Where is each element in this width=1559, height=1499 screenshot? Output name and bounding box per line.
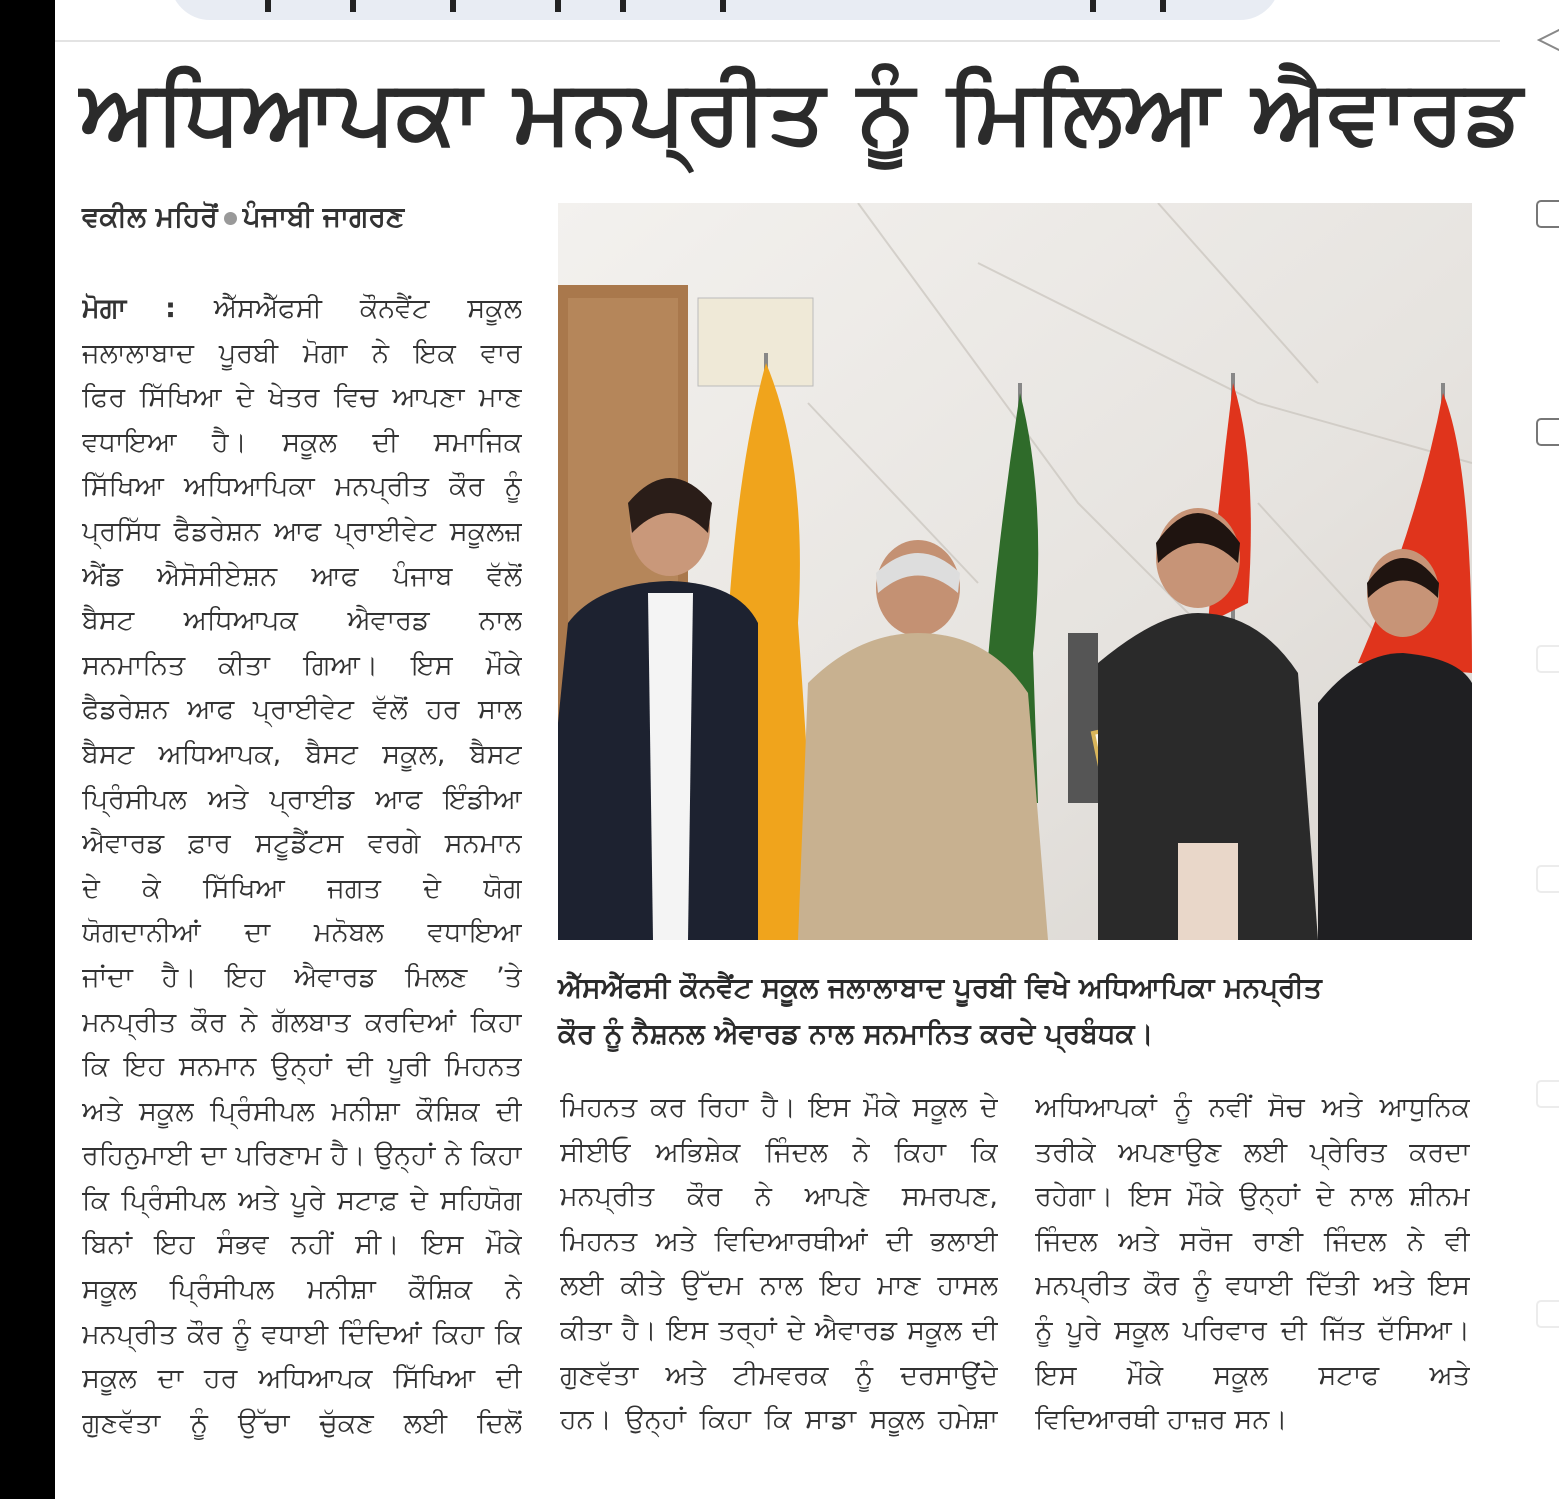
text-line: ਅਧਿਆਪਕਾਂ ਨੂੰ ਨਵੀਂ ਸੋਚ ਅਤੇ ਆਧੁਨਿਕ — [1035, 1092, 1470, 1123]
text-line: ਇਸ ਮੌਕੇ ਸਕੂਲ ਸਟਾਫ ਅਤੇ — [1035, 1359, 1470, 1391]
text-line: ਨੂੰ ਪੂਰੇ ਸਕੂਲ ਪਰਿਵਾਰ ਦੀ ਜਿੱਤ ਦੱਸਿਆ। — [1035, 1314, 1470, 1346]
text-line: ਜਾਂਦਾ ਹੈ। ਇਹ ਐਵਾਰਡ ਮਿਲਣ ’ਤੇ — [82, 961, 522, 993]
side-handle-icon — [1536, 1300, 1559, 1328]
screen-edge-bar — [0, 0, 55, 1499]
text-line: ਕਿ ਇਹ ਸਨਮਾਨ ਉਨ੍ਹਾਂ ਦੀ ਪੂਰੀ ਮਿਹਨਤ — [82, 1051, 522, 1083]
side-handle-icon[interactable] — [1536, 418, 1559, 446]
text-line: ਸੀਈਓ ਅਭਿਸ਼ੇਕ ਜਿੰਦਲ ਨੇ ਕਿਹਾ ਕਿ — [560, 1136, 998, 1168]
divider — [55, 40, 1500, 42]
text-line: ਐਂਡ ਐਸੋਸੀਏਸ਼ਨ ਆਫ ਪੰਜਾਬ ਵੱਲੋਂ — [82, 560, 522, 592]
chevron-left-icon[interactable] — [1535, 22, 1559, 58]
text-line: ਵਿਦਿਆਰਥੀ ਹਾਜ਼ਰ ਸਨ। — [1035, 1404, 1288, 1436]
side-handle-icon — [1536, 865, 1559, 893]
text-line: ਸਿੱਖਿਆ ਅਧਿਆਪਿਕਾ ਮਨਪ੍ਰੀਤ ਕੌਰ ਨੂੰ — [82, 471, 522, 503]
text-line: ਰਹੇਗਾ। ਇਸ ਮੌਕੇ ਉਨ੍ਹਾਂ ਦੇ ਨਾਲ ਸ਼ੀਨਮ — [1035, 1181, 1470, 1213]
text-line: ਕਿ ਪ੍ਰਿੰਸੀਪਲ ਅਤੇ ਪੂਰੇ ਸਟਾਫ਼ ਦੇ ਸਹਿਯੋਗ — [82, 1184, 522, 1216]
text-line: ਐੱਸਐੱਫਸੀ ਕੌਨਵੈਂਟ ਸਕੂਲ ਜਲਾਲਾਬਾਦ ਪੂਰਬੀ ਵਿਖੇ ਅਧਿਆਪਿਕਾ ਮਨਪ੍ਰੀਤ — [558, 971, 1322, 1004]
toolbar-cropped-text — [265, 0, 1165, 12]
text-line: ਲਈ ਕੀਤੇ ਉੱਦਮ ਨਾਲ ਇਹ ਮਾਣ ਹਾਸਲ — [560, 1270, 998, 1302]
text-line: ਬਿਨਾਂ ਇਹ ਸੰਭਵ ਨਹੀਂ ਸੀ। ਇਸ ਮੌਕੇ — [82, 1229, 522, 1261]
text-line: ਅਤੇ ਸਕੂਲ ਪ੍ਰਿੰਸੀਪਲ ਮਨੀਸ਼ਾ ਕੌਸ਼ਿਕ ਦੀ — [82, 1095, 522, 1127]
text-line: ਫੈਡਰੇਸ਼ਨ ਆਫ ਪ੍ਰਾਈਵੇਟ ਵੱਲੋਂ ਹਰ ਸਾਲ — [82, 694, 522, 726]
article-column-1 — [82, 287, 522, 1446]
bullet-dot — [224, 212, 237, 225]
text-line: ਐਵਾਰਡ ਫ਼ਾਰ ਸਟੂਡੈਂਟਸ ਵਰਗੇ ਸਨਮਾਨ — [82, 828, 522, 860]
text-line-body: ਐੱਸਐੱਫਸੀ ਕੌਨਵੈਂਟ ਸਕੂਲ — [213, 293, 522, 324]
top-toolbar[interactable] — [170, 0, 1280, 20]
text-line: ਤਰੀਕੇ ਅਪਣਾਉਣ ਲਈ ਪ੍ਰੇਰਿਤ ਕਰਦਾ — [1035, 1136, 1470, 1168]
byline — [82, 200, 404, 234]
side-handle-icon — [1536, 645, 1559, 673]
text-line: ਕੌਰ ਨੂੰ ਨੈਸ਼ਨਲ ਐਵਾਰਡ ਨਾਲ ਸਨਮਾਨਿਤ ਕਰਦੇ ਪ੍ਰਬੰਧਕ। — [558, 1017, 1154, 1050]
text-line: ਗੁਣਵੱਤਾ ਅਤੇ ਟੀਮਵਰਕ ਨੂੰ ਦਰਸਾਉਂਦੇ — [560, 1359, 998, 1391]
text-line: ਫਿਰ ਸਿੱਖਿਆ ਦੇ ਖੇਤਰ ਵਿਚ ਆਪਣਾ ਮਾਣ — [82, 382, 522, 414]
text-line: ਸਕੂਲ ਪ੍ਰਿੰਸੀਪਲ ਮਨੀਸ਼ਾ ਕੌਸ਼ਿਕ ਨੇ — [82, 1274, 522, 1306]
byline-author: ਵਕੀਲ ਮਹਿਰੋਂ — [82, 200, 218, 233]
text-line: ਮਨਪ੍ਰੀਤ ਕੌਰ ਨੇ ਗੱਲਬਾਤ ਕਰਦਿਆਂ ਕਿਹਾ — [82, 1006, 522, 1038]
text-line: ਹਨ। ਉਨ੍ਹਾਂ ਕਿਹਾ ਕਿ ਸਾਡਾ ਸਕੂਲ ਹਮੇਸ਼ਾ — [560, 1404, 998, 1436]
text-line: ਸਕੂਲ ਦਾ ਹਰ ਅਧਿਆਪਕ ਸਿੱਖਿਆ ਦੀ — [82, 1363, 522, 1395]
photo-caption — [558, 965, 1438, 1057]
text-line: ਪ੍ਰਿੰਸੀਪਲ ਅਤੇ ਪ੍ਰਾਈਡ ਆਫ ਇੰਡੀਆ — [82, 783, 522, 815]
text-line: ਜਲਾਲਾਬਾਦ ਪੂਰਬੀ ਮੋਗਾ ਨੇ ਇਕ ਵਾਰ — [82, 337, 522, 369]
text-line: ਮਿਹਨਤ ਕਰ ਰਿਹਾ ਹੈ। ਇਸ ਮੌਕੇ ਸਕੂਲ ਦੇ — [560, 1092, 998, 1123]
dateline: ਮੋਗਾ : — [82, 293, 176, 324]
byline-publication: ਪੰਜਾਬੀ ਜਾਗਰਣ — [242, 200, 405, 233]
text-line — [82, 287, 522, 332]
article-column-2 — [560, 1086, 998, 1443]
text-line: ਬੈਸਟ ਅਧਿਆਪਕ ਐਵਾਰਡ ਨਾਲ — [82, 605, 522, 637]
text-line: ਬੈਸਟ ਅਧਿਆਪਕ, ਬੈਸਟ ਸਕੂਲ, ਬੈਸਟ — [82, 738, 522, 770]
text-line: ਗੁਣਵੱਤਾ ਨੂੰ ਉੱਚਾ ਚੁੱਕਣ ਲਈ ਦਿਲੋਂ — [82, 1407, 522, 1439]
text-line: ਜਿੰਦਲ ਅਤੇ ਸਰੋਜ ਰਾਣੀ ਜਿੰਦਲ ਨੇ ਵੀ — [1035, 1225, 1470, 1257]
article-photo — [558, 203, 1472, 940]
text-line: ਯੋਗਦਾਨੀਆਂ ਦਾ ਮਨੋਬਲ ਵਧਾਇਆ — [82, 917, 522, 949]
text-line: ਮਨਪ੍ਰੀਤ ਕੌਰ ਨੂੰ ਵਧਾਈ ਦਿੰਦਿਆਂ ਕਿਹਾ ਕਿ — [82, 1318, 522, 1350]
text-line: ਕੀਤਾ ਹੈ। ਇਸ ਤਰ੍ਹਾਂ ਦੇ ਐਵਾਰਡ ਸਕੂਲ ਦੀ — [560, 1314, 998, 1346]
text-line: ਰਹਿਨੁਮਾਈ ਦਾ ਪਰਿਣਾਮ ਹੈ। ਉਨ੍ਹਾਂ ਨੇ ਕਿਹਾ — [82, 1140, 522, 1172]
text-line: ਮਿਹਨਤ ਅਤੇ ਵਿਦਿਆਰਥੀਆਂ ਦੀ ਭਲਾਈ — [560, 1225, 998, 1257]
text-line: ਮਨਪ੍ਰੀਤ ਕੌਰ ਨੂੰ ਵਧਾਈ ਦਿੱਤੀ ਅਤੇ ਇਸ — [1035, 1270, 1470, 1302]
text-line: ਵਧਾਇਆ ਹੈ। ਸਕੂਲ ਦੀ ਸਮਾਜਿਕ — [82, 426, 522, 458]
text-line: ਦੇ ਕੇ ਸਿੱਖਿਆ ਜਗਤ ਦੇ ਯੋਗ — [82, 872, 522, 904]
text-line: ਸਨਮਾਨਿਤ ਕੀਤਾ ਗਿਆ। ਇਸ ਮੌਕੇ — [82, 649, 522, 681]
side-handle-icon[interactable] — [1536, 200, 1559, 228]
text-line: ਮਨਪ੍ਰੀਤ ਕੌਰ ਨੇ ਆਪਣੇ ਸਮਰਪਣ, — [560, 1181, 998, 1213]
side-handle-icon — [1536, 1080, 1559, 1108]
article-column-3 — [1035, 1086, 1470, 1443]
article-headline: ਅਧਿਆਪਕਾ ਮਨਪ੍ਰੀਤ ਨੂੰ ਮਿਲਿਆ ਐਵਾਰਡ — [80, 60, 1524, 163]
text-line: ਪ੍ਰਸਿੱਧ ਫੈਡਰੇਸ਼ਨ ਆਫ ਪ੍ਰਾਈਵੇਟ ਸਕੂਲਜ਼ — [82, 515, 522, 547]
